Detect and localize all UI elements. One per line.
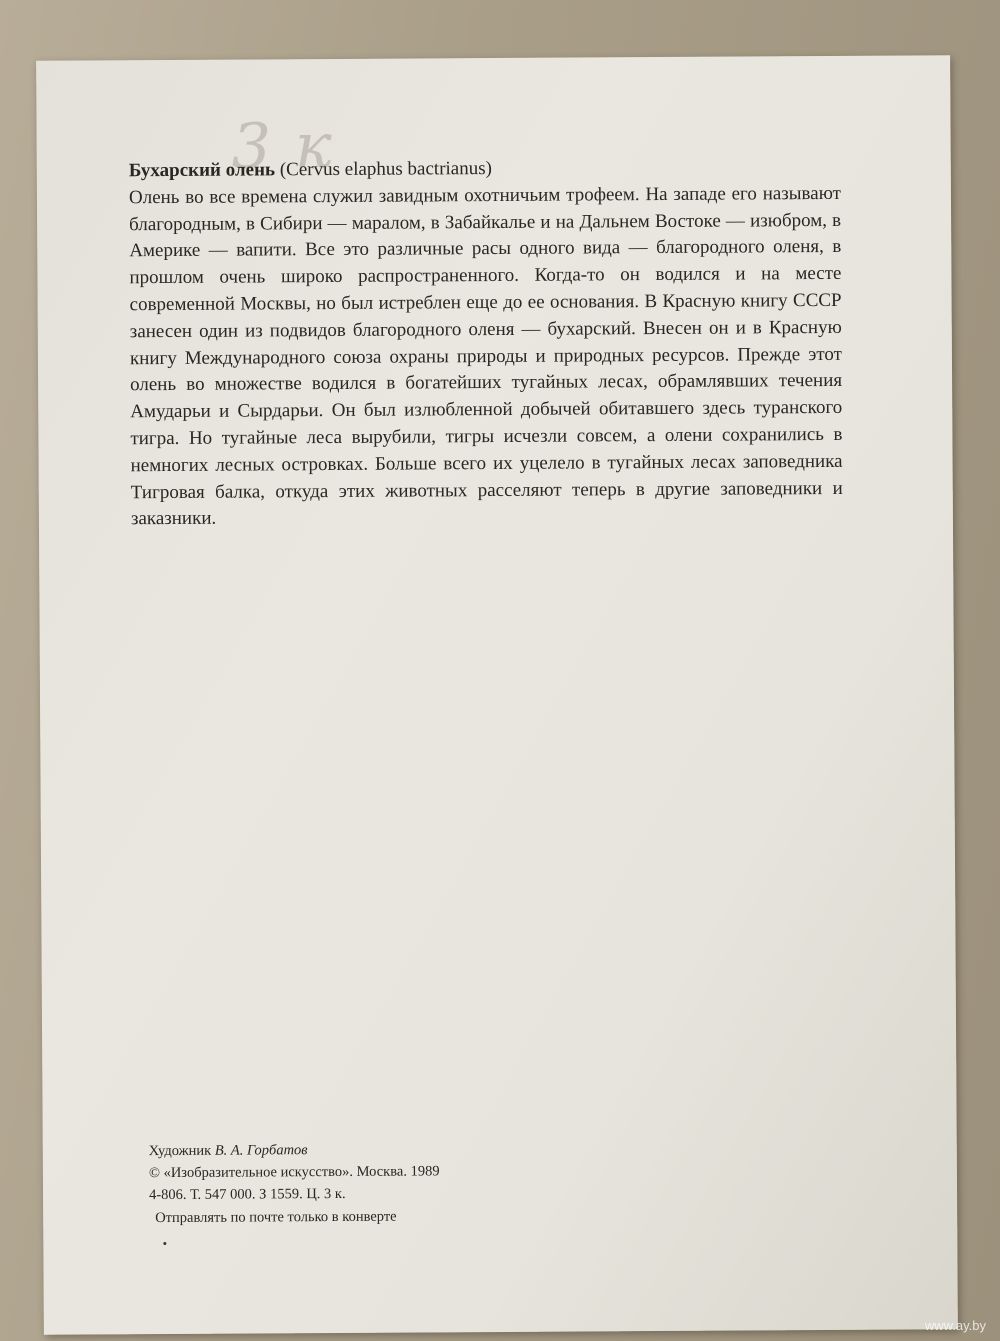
article-body: Олень во все времена служил завидным охотничьим трофеем. На западе его называют благородным, в Сибири — маралом, в Забайкалье и на Дальнем Востоке — изюбром, в Америке — вапити. Все это различные расы одного вида — благородного оленя, в прошлом очень широко распространенного. Когда-то он водился и на месте современной Москвы, но был истреблен еще до ее основания. В Красную книгу СССР занесен один из подвидов благородного оленя — бухарский. Внесен он и в Красную книгу Международного союза охраны природы и природных ресурсов. Прежде этот олень во множестве водился в богатейших тугайных лесах, обрамлявших течения Амударьи и Сырдарьи. Он был излюбленной добычей обитавшего здесь туранского тигра. Но тугайные леса вырубили, тигры исчезли совсем, а олени сохранились в немногих лесных островках. Больше всего их уцелело в тугайных лесах заповедника Тигровая балка, откуда этих животных расселяют теперь в другие заповедники и заказники. bbox=[128, 182, 843, 530]
postcard-back bbox=[36, 55, 958, 1335]
artist-name: В. А. Горбатов bbox=[214, 1142, 308, 1159]
artist-label: Художник bbox=[148, 1142, 212, 1160]
site-watermark: www.ay.by bbox=[924, 1318, 986, 1333]
colophon bbox=[149, 1138, 440, 1206]
print-info-line: 4-806. Т. 547 000. З 1559. Ц. 3 к. bbox=[148, 1185, 346, 1204]
title-russian: Бухарский олень bbox=[128, 159, 276, 182]
article-text bbox=[129, 154, 843, 533]
ink-dot bbox=[163, 1242, 166, 1245]
pencil-price-mark: 3 к bbox=[231, 108, 335, 183]
title-latin: (Cervus elaphus bactrianus) bbox=[279, 158, 492, 181]
artist-line bbox=[149, 1138, 440, 1162]
publisher-line: © «Изобразительное искусство». Москва. 1989 bbox=[148, 1163, 440, 1182]
mail-instruction: Отправлять по почте только в конверте bbox=[155, 1208, 397, 1227]
